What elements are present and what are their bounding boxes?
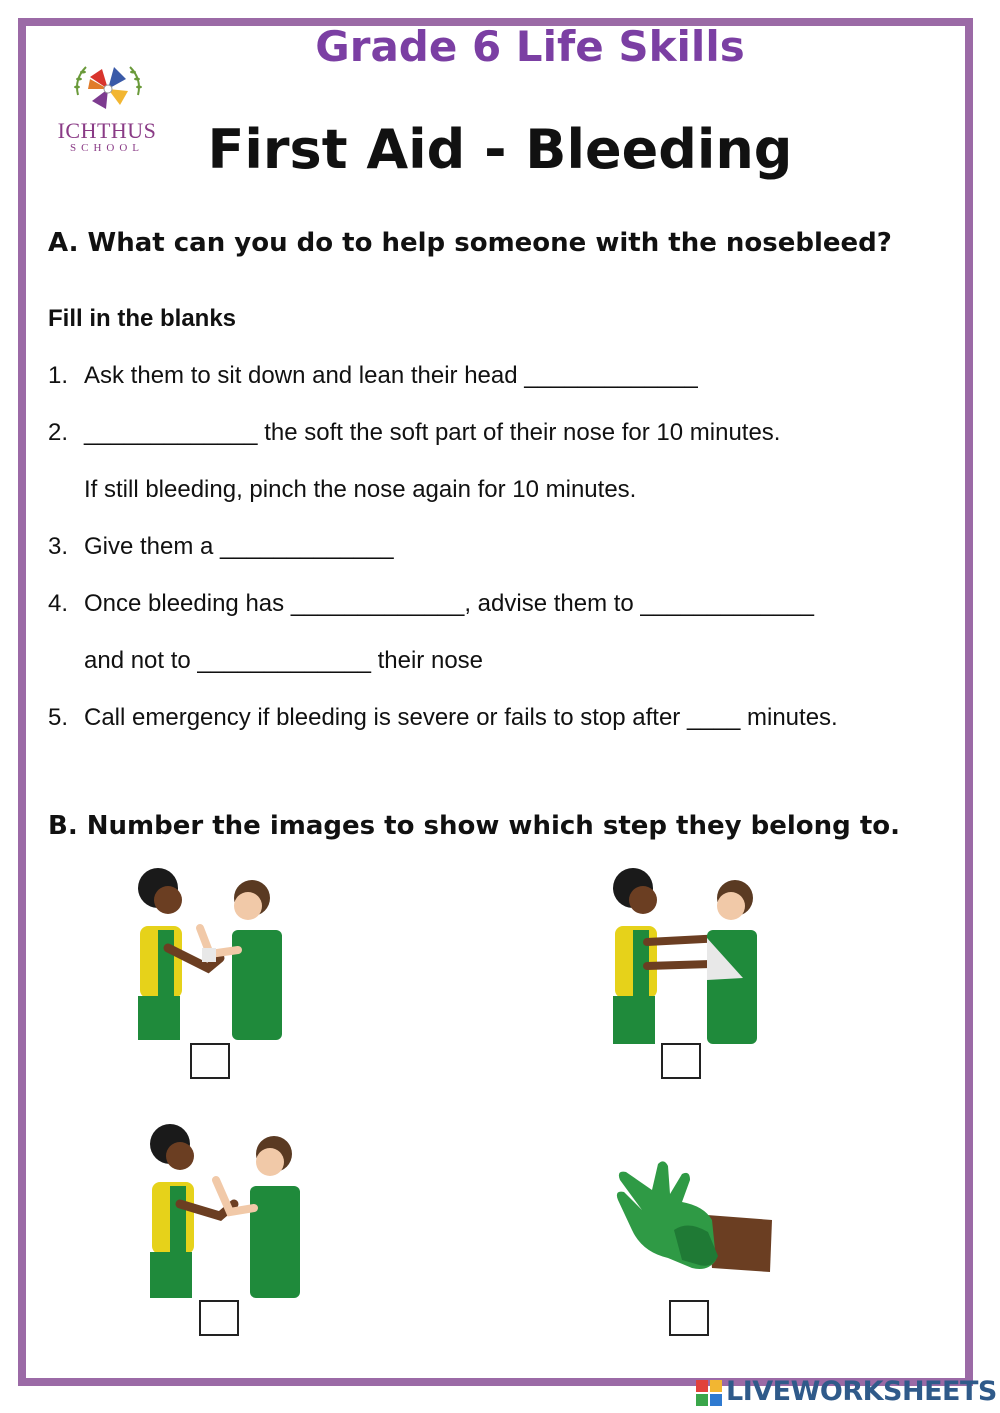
first-aid-applying-pressure-icon <box>140 1124 320 1299</box>
question-item-4-continued <box>48 647 948 677</box>
item-text: Give them a _____________ <box>84 533 394 560</box>
answer-box-4[interactable] <box>669 1300 709 1336</box>
page-subtitle: Grade 6 Life Skills <box>315 22 745 71</box>
item-text: Once bleeding has _____________, advise them to _____________ <box>84 590 814 617</box>
section-a-heading: A. What can you do to help someone with the nosebleed? <box>48 228 892 258</box>
logo-name: ICHTHUS <box>57 118 157 143</box>
answer-box-2[interactable] <box>661 1043 701 1079</box>
page-title: First Aid - Bleeding <box>207 118 793 181</box>
item-text: Ask them to sit down and lean their head _____________ <box>84 362 698 389</box>
item-text: _____________ the soft the soft part of their nose for 10 minutes. <box>84 419 781 446</box>
question-item-1 <box>48 362 948 392</box>
item-number: 4. <box>48 590 69 617</box>
gloves-icon <box>612 1160 777 1280</box>
first-aid-wrapping-wrist-icon <box>128 868 308 1043</box>
answer-box-1[interactable] <box>190 1043 230 1079</box>
question-item-4 <box>48 590 948 620</box>
item-number: 3. <box>48 533 69 560</box>
item-text: and not to _____________ their nose <box>84 647 484 674</box>
first-aid-sling-icon <box>603 868 783 1046</box>
section-b-heading: B. Number the images to show which step they belong to. <box>48 811 900 841</box>
question-item-5 <box>48 704 948 734</box>
question-item-2-continued <box>48 476 948 506</box>
logo-school: SCHOOL <box>69 142 144 154</box>
item-text: Call emergency if bleeding is severe or fails to stop after ____ minutes. <box>84 704 838 731</box>
instruction-label: Fill in the blanks <box>48 305 237 332</box>
liveworksheets-logo-icon <box>696 1380 722 1406</box>
liveworksheets-watermark[interactable]: LIVEWORKSHEETS <box>726 1376 997 1407</box>
item-number: 1. <box>48 362 69 389</box>
item-number: 5. <box>48 704 69 731</box>
question-item-3 <box>48 533 948 563</box>
question-item-2 <box>48 419 948 449</box>
item-text: If still bleeding, pinch the nose again for 10 minutes. <box>84 476 637 503</box>
answer-box-3[interactable] <box>199 1300 239 1336</box>
item-number: 2. <box>48 419 69 446</box>
